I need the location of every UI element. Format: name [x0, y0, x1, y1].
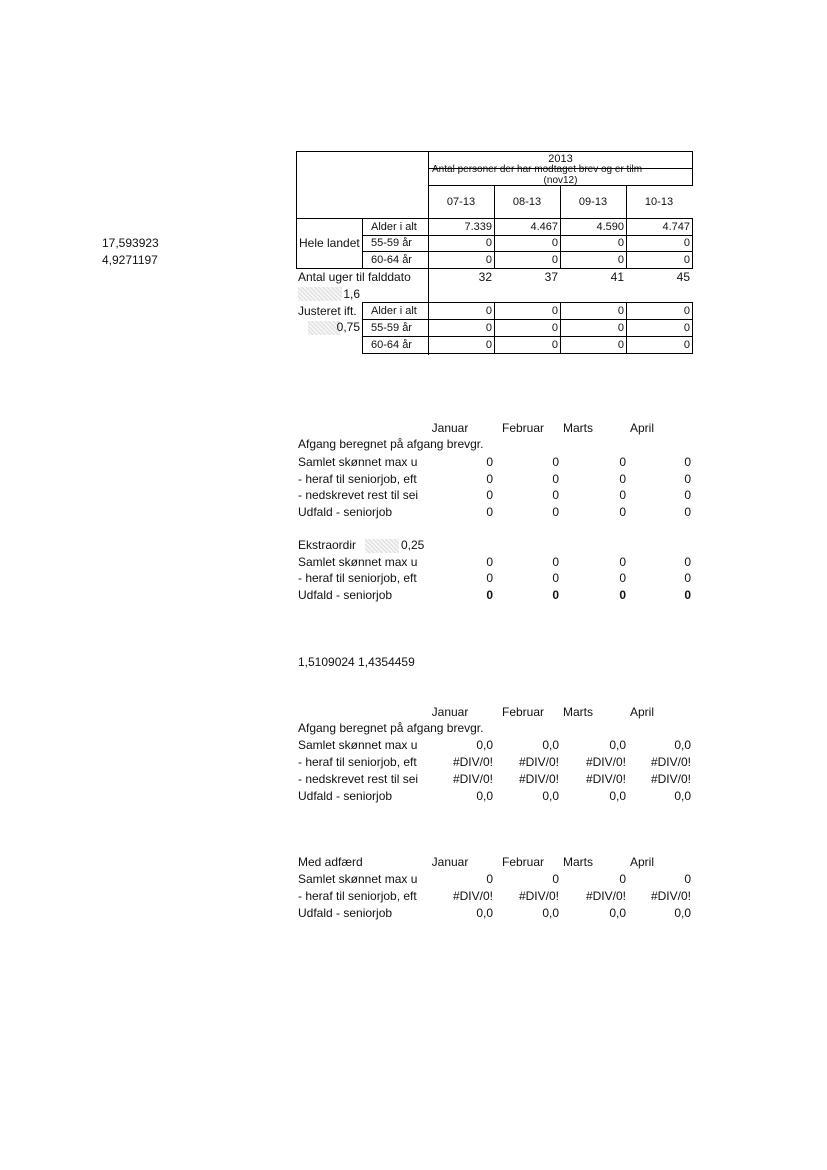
row-value: 0,0	[609, 789, 626, 803]
age-label: 60-64 år	[371, 339, 412, 351]
row-value: 0	[486, 588, 493, 602]
age-label: Alder i alt	[371, 221, 417, 233]
row-label: - heraf til seniorjob, eft	[298, 755, 417, 769]
redacted-cell	[365, 539, 399, 553]
row-value: 0	[684, 455, 691, 469]
table-cell: 0	[617, 237, 624, 249]
table-cell: 0	[485, 322, 492, 334]
region-label: Hele landet	[299, 236, 360, 250]
row-value: 0	[619, 505, 626, 519]
row-label: Samlet skønnet max u	[298, 872, 418, 886]
week-header: 07-13	[446, 196, 476, 208]
row-label: - heraf til seniorjob, eft	[298, 571, 417, 585]
row-value: #DIV/0!	[585, 755, 626, 769]
row-value: 0,0	[609, 738, 626, 752]
row-value: #DIV/0!	[452, 772, 493, 786]
table-cell: 0	[617, 254, 624, 266]
row-value: 0,0	[674, 738, 691, 752]
week-header: 08-13	[512, 196, 542, 208]
row-value: 0	[619, 455, 626, 469]
row-label: Udfald - seniorjob	[298, 789, 393, 803]
row-value: 0	[486, 472, 493, 486]
row-value: 0	[619, 588, 626, 602]
month-header: Februar	[501, 421, 545, 435]
ratios-line: 1,5109024 1,4354459	[298, 655, 415, 669]
age-label: 55-59 år	[371, 322, 412, 334]
row-value: 0,0	[476, 738, 493, 752]
section-heading: Med adfærd	[298, 855, 363, 869]
row-value: #DIV/0!	[650, 772, 691, 786]
row-value: 0	[684, 488, 691, 502]
row-value: #DIV/0!	[650, 889, 691, 903]
age-label: 55-59 år	[371, 237, 412, 249]
row-value: 0	[552, 472, 559, 486]
row-value: 0	[552, 488, 559, 502]
table-cell: 0	[683, 322, 690, 334]
row-value: 0	[552, 588, 559, 602]
table-cell: 0	[617, 339, 624, 351]
table-cell: 0	[485, 339, 492, 351]
row-value: 0	[619, 472, 626, 486]
age-label: 60-64 år	[371, 254, 412, 266]
row-value: 0,0	[476, 789, 493, 803]
row-value: 0	[552, 571, 559, 585]
row-value: 0,0	[542, 906, 559, 920]
row-value: 0	[486, 872, 493, 886]
row-value: 0	[684, 872, 691, 886]
row-value: 0	[684, 571, 691, 585]
subtitle-line-1: Antal personer der har modtaget brev og er tilm	[432, 164, 643, 175]
table-cell: 4.590	[596, 221, 624, 233]
table-cell: 0	[683, 254, 690, 266]
year-label: 2013	[548, 153, 573, 165]
month-header: Marts	[563, 421, 593, 435]
row-value: 0	[486, 571, 493, 585]
section-heading: Afgang beregnet på afgang brevgr.	[298, 721, 484, 735]
row-value: 0,0	[674, 906, 691, 920]
month-header: Februar	[501, 855, 545, 869]
row-label: - nedskrevet rest til sei	[298, 488, 419, 502]
row-value: 0	[486, 555, 493, 569]
row-value: 0	[486, 455, 493, 469]
row-value: #DIV/0!	[452, 889, 493, 903]
row-label: - heraf til seniorjob, eft	[298, 889, 417, 903]
row-value: #DIV/0!	[518, 755, 559, 769]
section-heading: Ekstraordir	[298, 538, 357, 552]
table-cell: 0	[485, 305, 492, 317]
row-value: 0	[486, 505, 493, 519]
row-label: Udfald - seniorjob	[298, 505, 393, 519]
row-value: 0,0	[542, 789, 559, 803]
section-factor: 0,25	[401, 538, 425, 552]
weeks-value: 32	[478, 270, 492, 284]
month-header: Marts	[563, 855, 593, 869]
row-value: #DIV/0!	[518, 772, 559, 786]
table-cell: 0	[551, 322, 558, 334]
row-value: 0,0	[674, 789, 691, 803]
row-label: Udfald - seniorjob	[298, 906, 393, 920]
row-value: 0,0	[609, 906, 626, 920]
left-value-2: 4,9271197	[102, 253, 158, 267]
table-cell: 0	[485, 254, 492, 266]
row-value: 0	[552, 872, 559, 886]
table-cell: 0	[683, 237, 690, 249]
month-header: Februar	[501, 705, 545, 719]
weeks-value: 45	[676, 270, 690, 284]
row-value: #DIV/0!	[452, 755, 493, 769]
table-cell: 4.747	[662, 221, 690, 233]
row-value: 0,0	[542, 738, 559, 752]
table-cell: 0	[617, 305, 624, 317]
table-cell: 0	[683, 339, 690, 351]
row-label: Samlet skønnet max u	[298, 455, 418, 469]
row-value: #DIV/0!	[585, 889, 626, 903]
month-header: April	[629, 705, 654, 719]
row-value: 0	[552, 455, 559, 469]
row-label: Udfald - seniorjob	[298, 588, 393, 602]
month-header: Januar	[431, 855, 469, 869]
subtitle-line-2: (nov12)	[543, 176, 578, 185]
row-value: 0	[684, 505, 691, 519]
table-cell: 7.339	[464, 221, 492, 233]
row-label: Samlet skønnet max u	[298, 555, 418, 569]
row-value: #DIV/0!	[585, 772, 626, 786]
row-value: #DIV/0!	[650, 755, 691, 769]
row-label: Samlet skønnet max u	[298, 738, 418, 752]
factor-value: 1,6	[343, 287, 360, 301]
age-label: Alder i alt	[371, 305, 417, 317]
month-header: April	[629, 855, 654, 869]
month-header: Januar	[431, 705, 469, 719]
row-value: 0	[619, 872, 626, 886]
month-header: Marts	[563, 705, 593, 719]
adjusted-factor: 0,75	[336, 320, 360, 334]
table-cell: 0	[485, 237, 492, 249]
adjusted-label: Justeret ift.	[298, 304, 357, 318]
table-cell: 0	[551, 339, 558, 351]
table-cell: 0	[551, 305, 558, 317]
row-label: - nedskrevet rest til sei	[298, 772, 419, 786]
table-cell: 0	[551, 237, 558, 249]
row-value: 0	[552, 555, 559, 569]
weeks-value: 37	[544, 270, 558, 284]
left-value-1: 17,593923	[102, 236, 159, 250]
table-cell: 0	[617, 322, 624, 334]
row-value: #DIV/0!	[518, 889, 559, 903]
row-value: 0	[486, 488, 493, 502]
month-header: Januar	[431, 421, 469, 435]
row-value: 0	[619, 555, 626, 569]
row-value: 0,0	[476, 906, 493, 920]
week-header: 10-13	[644, 196, 674, 208]
table-cell: 4.467	[530, 221, 558, 233]
table-cell: 0	[551, 254, 558, 266]
weeks-value: 41	[610, 270, 624, 284]
section-heading: Afgang beregnet på afgang brevgr.	[298, 437, 484, 451]
row-value: 0	[684, 555, 691, 569]
row-value: 0	[552, 505, 559, 519]
table-cell: 0	[683, 305, 690, 317]
weeks-label: Antal uger til falddato	[298, 270, 411, 284]
row-value: 0	[684, 588, 691, 602]
row-value: 0	[619, 571, 626, 585]
row-value: 0	[684, 472, 691, 486]
row-value: 0	[619, 488, 626, 502]
month-header: April	[629, 421, 654, 435]
week-header: 09-13	[578, 196, 608, 208]
row-label: - heraf til seniorjob, eft	[298, 472, 417, 486]
